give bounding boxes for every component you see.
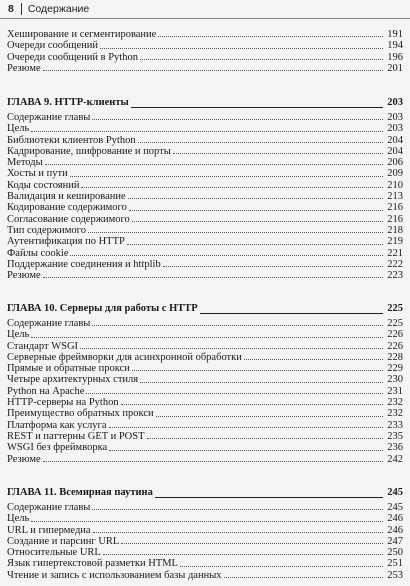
toc-entry[interactable]: Содержание главы 203 <box>7 112 403 123</box>
toc-entry[interactable]: Преимущество обратных прокси 232 <box>7 408 403 420</box>
toc-entry[interactable]: Python на Apache 231 <box>7 385 403 397</box>
toc-entry[interactable]: Аутентификация по HTTP 219 <box>7 236 403 248</box>
toc-entry[interactable]: Резюме 223 <box>7 270 403 282</box>
toc-entry[interactable]: Очереди сообщений в Python 196 <box>7 51 403 63</box>
toc-entry[interactable]: Четыре архитектурных стиля 230 <box>7 374 403 386</box>
toc-entry[interactable]: Цель 226 <box>7 329 403 341</box>
running-head <box>8 2 89 16</box>
toc-entry[interactable]: Методы 206 <box>7 157 403 169</box>
chapter-heading[interactable]: ГЛАВА 11. Всемирная паутина 245 <box>7 487 403 498</box>
toc-entry[interactable]: Серверные фреймворки для асинхронной обработки 228 <box>7 351 403 363</box>
toc-entry[interactable]: Стандарт WSGI 226 <box>7 340 403 352</box>
toc-entry[interactable]: Хосты и пути 209 <box>7 168 403 180</box>
toc-entry[interactable]: REST и паттерны GET и POST 235 <box>7 430 403 442</box>
toc-entry[interactable]: Согласование содержимого 216 <box>7 213 403 225</box>
toc-entry[interactable]: Кадрирование, шифрование и порты 204 <box>7 145 403 157</box>
toc-entry[interactable]: URL и гипермедиа 246 <box>7 524 403 536</box>
toc-entry[interactable]: Платформа как услуга 233 <box>7 419 403 431</box>
running-title: Содержание <box>27 3 90 15</box>
toc-chapter-10 <box>7 302 403 465</box>
toc-entry[interactable]: Тип содержимого 218 <box>7 224 403 236</box>
toc-entry[interactable]: Относительные URL 250 <box>7 547 403 559</box>
toc-entry[interactable]: Очереди сообщений 194 <box>7 40 403 52</box>
toc-section-continued <box>7 29 403 74</box>
toc-entry[interactable]: Библиотеки клиентов Python 204 <box>7 134 403 146</box>
toc-entry[interactable]: Файлы cookie 221 <box>7 247 403 259</box>
toc-entry[interactable]: Валидация и кеширование 213 <box>7 191 403 203</box>
header-rule <box>0 18 410 19</box>
toc-entry[interactable]: Хеширование и сегментирование 191 <box>7 29 403 40</box>
toc-entry[interactable]: Содержание главы 245 <box>7 502 403 513</box>
header-separator <box>21 3 22 15</box>
toc-entry[interactable]: Цель 246 <box>7 513 403 525</box>
toc-entry[interactable]: Поддержание соединения и httplib 222 <box>7 258 403 270</box>
toc-entry[interactable]: Чтение и запись с использованием базы данных 253 <box>7 569 403 581</box>
toc-entry[interactable]: HTTP-серверы на Python 232 <box>7 397 403 409</box>
toc-entry[interactable]: Язык гипертекстовой разметки HTML 251 <box>7 558 403 570</box>
toc-entry[interactable]: Коды состояний 210 <box>7 179 403 191</box>
toc-entry[interactable]: WSGI без фреймворка 236 <box>7 442 403 454</box>
toc-entry[interactable]: Резюме 201 <box>7 62 403 74</box>
chapter-heading[interactable]: ГЛАВА 9. HTTP-клиенты 203 <box>7 97 403 108</box>
toc-entry[interactable]: Цель 203 <box>7 123 403 135</box>
toc-entry[interactable]: Содержание главы 225 <box>7 318 403 329</box>
toc-chapter-9 <box>7 96 403 281</box>
toc-chapter-11 <box>7 486 403 581</box>
toc-entry[interactable]: Прямые и обратные прокси 229 <box>7 363 403 375</box>
toc-entry[interactable]: Резюме 242 <box>7 453 403 465</box>
toc-entry[interactable]: Создание и парсинг URL 247 <box>7 535 403 547</box>
toc-entry[interactable]: Кодирование содержимого 216 <box>7 202 403 214</box>
chapter-heading[interactable]: ГЛАВА 10. Серверы для работы с HTTP 225 <box>7 303 403 314</box>
page-number: 8 <box>8 3 14 15</box>
